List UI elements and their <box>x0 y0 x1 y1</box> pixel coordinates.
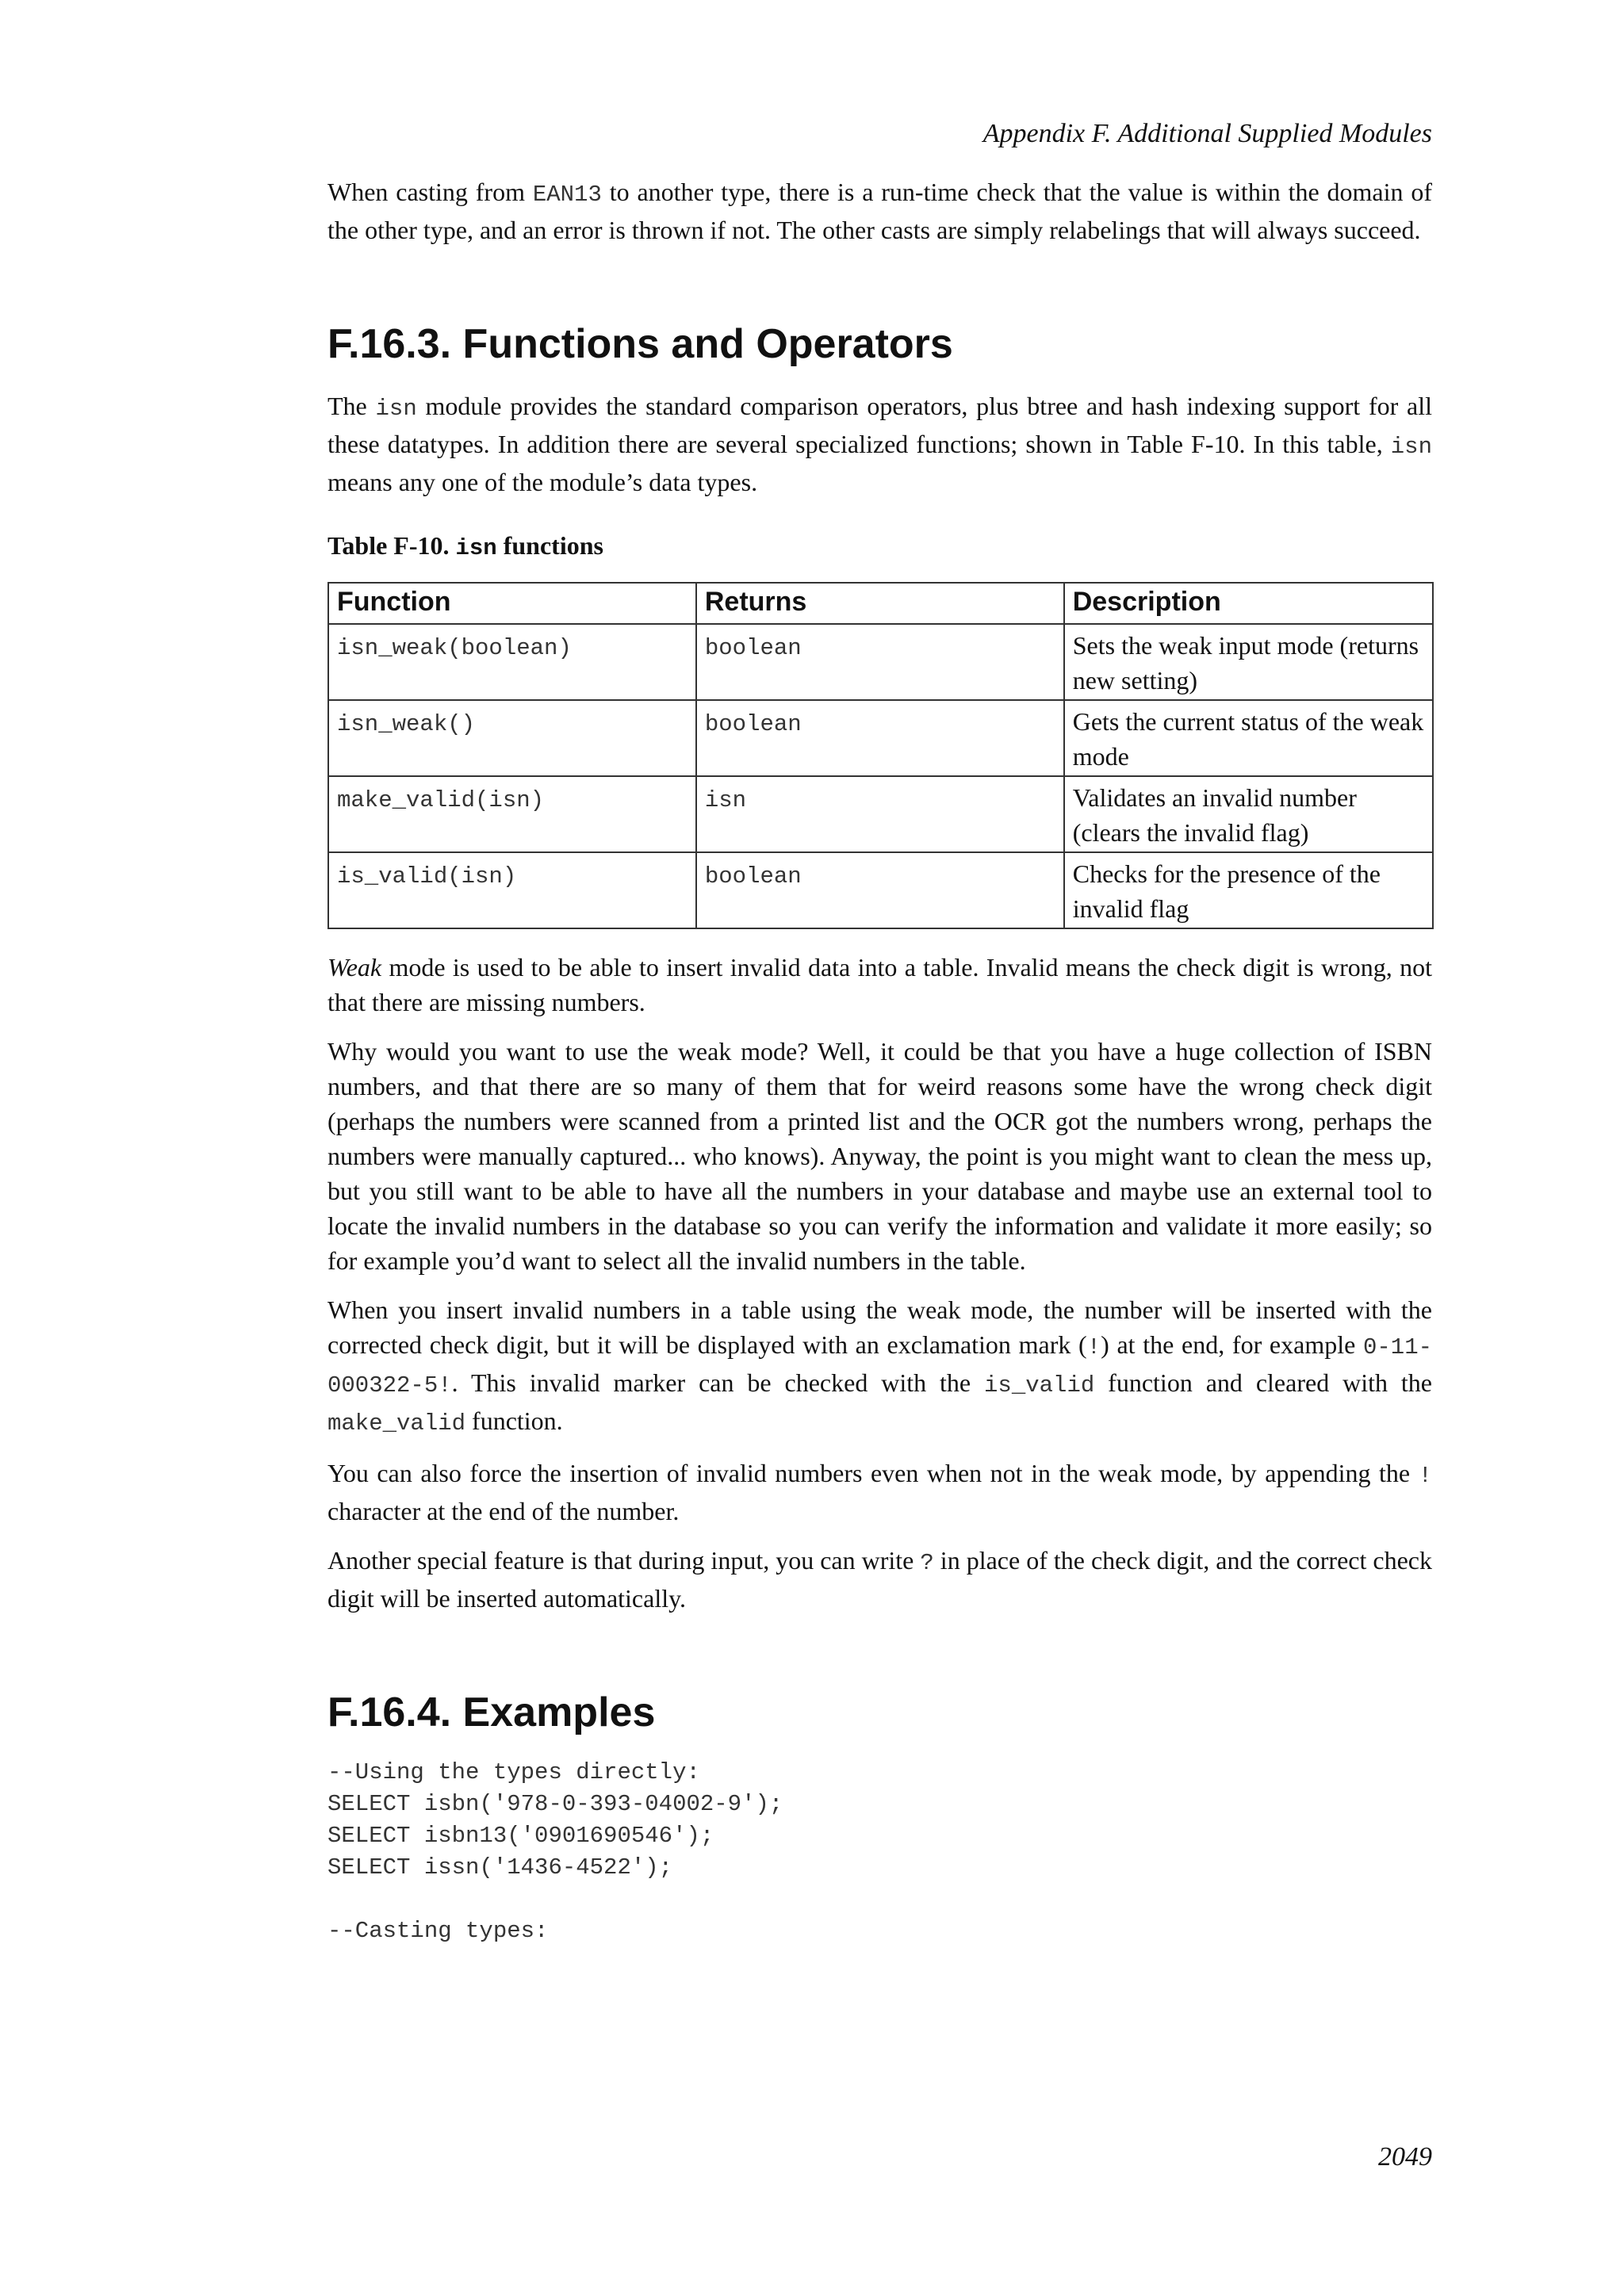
cell-returns <box>696 700 1064 776</box>
cell-function <box>328 700 696 776</box>
inline-code: ? <box>920 1550 934 1576</box>
inline-code: make_valid <box>327 1410 466 1437</box>
text-run: means any one of the module’s data types. <box>327 468 758 496</box>
section-heading-functions: F.16.3. Functions and Operators <box>327 321 953 367</box>
column-header-function: Function <box>328 583 696 624</box>
text-run: ) at the end, for example <box>1101 1330 1363 1359</box>
function-signature: is_valid(isn) <box>337 863 517 890</box>
inline-code: ! <box>1418 1463 1432 1489</box>
functions-intro-paragraph <box>327 388 1432 499</box>
isn-functions-table <box>327 582 1434 929</box>
return-type: isn <box>704 787 747 813</box>
caption-code: isn <box>455 535 497 561</box>
inline-code: ! <box>1086 1334 1101 1360</box>
function-signature: make_valid(isn) <box>337 787 545 813</box>
cell-description: Validates an invalid number (clears the invalid flag) <box>1064 776 1433 852</box>
table-row <box>328 852 1433 928</box>
text-run: Another special feature is that during input, you can write <box>327 1546 921 1575</box>
text-run: function and cleared with the <box>1094 1368 1433 1397</box>
insert-invalid-paragraph <box>327 1292 1432 1441</box>
cell-description: Checks for the presence of the invalid flag <box>1064 852 1433 928</box>
text-run: . This invalid marker can be checked with the <box>451 1368 985 1397</box>
check-digit-paragraph <box>327 1543 1432 1616</box>
table-caption <box>327 531 1432 561</box>
text-run: character at the end of the number. <box>327 1497 680 1525</box>
force-invalid-paragraph <box>327 1456 1432 1529</box>
text-run: module provides the standard comparison operators, plus btree and hash indexing support for all these datatypes. In addition there are several specialized functions; shown in Table F-10. In this table, <box>327 392 1433 458</box>
cell-returns <box>696 852 1064 928</box>
why-weak-mode-paragraph: Why would you want to use the weak mode? Well, it could be that you have a huge collection of ISBN numbers, and that there are so many of them that for weird reasons some have the wrong check digit (perhaps the numbers were scanned from a printed list and the OCR got the numbers wrong, perhaps the numbers were manually captured... who knows). Anyway, the point is you might want to clean the mess up, but you still want to be able to have all the numbers in your database and maybe use an external tool to locate the invalid numbers in the database so you can verify the information and validate it more easily; so for example you’d want to select all the invalid numbers in the table. <box>327 1037 1432 1275</box>
text-run: function. <box>465 1406 563 1435</box>
cell-function <box>328 776 696 852</box>
cell-returns <box>696 776 1064 852</box>
table-row <box>328 776 1433 852</box>
text-run: The <box>327 392 376 420</box>
caption-prefix: Table F-10. <box>327 531 456 560</box>
cell-description: Sets the weak input mode (returns new setting) <box>1064 624 1433 700</box>
cell-function <box>328 852 696 928</box>
emphasis: Weak <box>327 953 382 982</box>
function-signature: isn_weak(boolean) <box>337 635 572 661</box>
cell-description: Gets the current status of the weak mode <box>1064 700 1433 776</box>
text-run: When you insert invalid numbers in a table using the weak mode, the number will be inserted with the corrected check digit, but it will be displayed with an exclamation mark ( <box>327 1295 1432 1359</box>
inline-code: isn <box>375 396 417 422</box>
cell-returns <box>696 624 1064 700</box>
text-run: You can also force the insertion of invalid numbers even when not in the weak mode, by appending the <box>327 1459 1419 1487</box>
table-header-row <box>328 583 1433 624</box>
section-heading-examples: F.16.4. Examples <box>327 1689 656 1735</box>
return-type: boolean <box>704 863 802 890</box>
code-example-block: --Using the types directly: SELECT isbn('978-0-393-04002-9'); SELECT isbn13('0901690546'); SELECT issn('1436-4522'); --Casting types: <box>327 1759 783 1944</box>
return-type: boolean <box>704 711 802 737</box>
page-number: 2049 <box>1378 2142 1432 2172</box>
cell-function <box>328 624 696 700</box>
running-header: Appendix F. Additional Supplied Modules <box>982 119 1432 148</box>
intro-paragraph <box>327 174 1432 247</box>
return-type: boolean <box>704 635 802 661</box>
text-run: When casting from <box>327 178 533 206</box>
inline-code: is_valid <box>984 1372 1095 1399</box>
weak-mode-paragraph <box>327 950 1432 1020</box>
inline-code: 0-11-000322-5! <box>327 1334 1433 1399</box>
column-header-returns: Returns <box>696 583 1064 624</box>
inline-code: EAN13 <box>532 182 602 208</box>
table-row <box>328 700 1433 776</box>
inline-code: isn <box>1390 434 1432 460</box>
caption-suffix: functions <box>496 531 603 560</box>
text-run: mode is used to be able to insert invalid data into a table. Invalid means the check digit is wrong, not that there are missing numbers. <box>327 953 1432 1016</box>
column-header-description: Description <box>1064 583 1433 624</box>
function-signature: isn_weak() <box>337 711 476 737</box>
table-row <box>328 624 1433 700</box>
document-page <box>327 119 1432 1947</box>
text-run: in place of the check digit, and the correct check digit will be inserted automatically. <box>327 1546 1433 1613</box>
text-run: to another type, there is a run-time check that the value is within the domain of the other type, and an error is thrown if not. The other casts are simply relabelings that will always succeed. <box>327 178 1433 244</box>
